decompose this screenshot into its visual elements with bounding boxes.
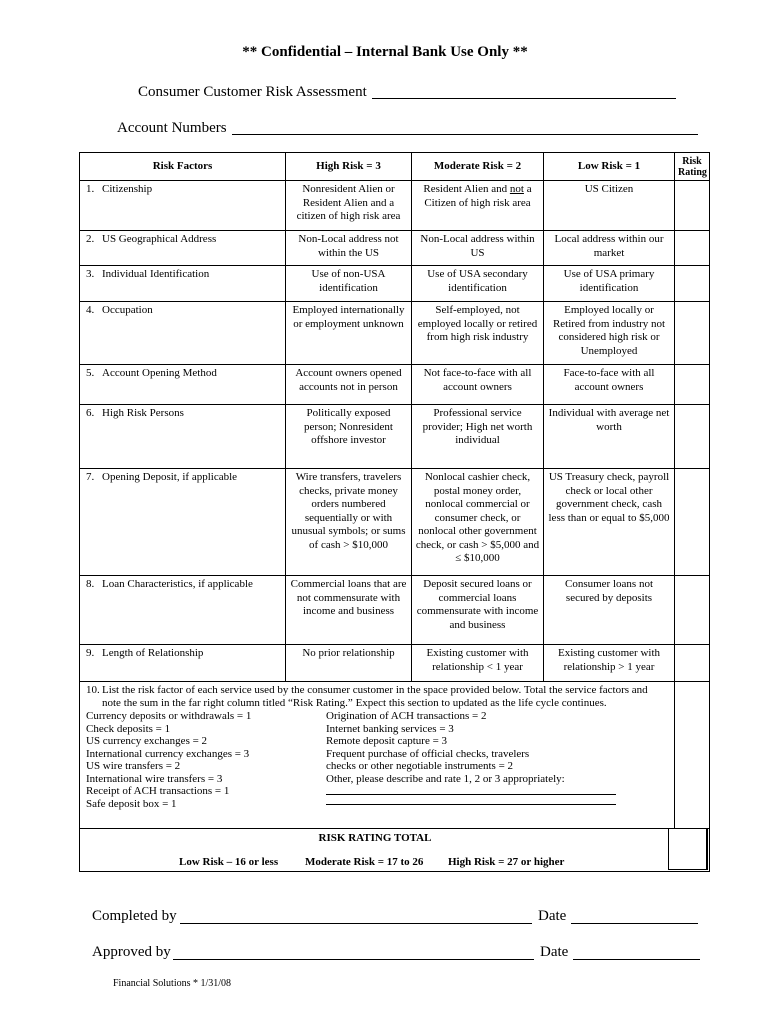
list-item: Currency deposits or withdrawals = 1 xyxy=(86,710,252,722)
completed-by-label: Completed by xyxy=(92,908,177,924)
high-risk-cell: Non-Local address not within the US xyxy=(286,231,412,266)
moderate-risk-cell: Use of USA secondary identification xyxy=(412,266,544,302)
services-number: 10. xyxy=(86,684,100,696)
risk-factor-cell: 2. US Geographical Address xyxy=(80,231,286,266)
services-list-right xyxy=(326,710,626,810)
table-row xyxy=(80,266,710,302)
risk-rating-input-cell[interactable] xyxy=(675,645,710,682)
risk-rating-input-cell[interactable] xyxy=(675,576,710,645)
table-row xyxy=(80,302,710,365)
risk-rating-input-cell[interactable] xyxy=(675,365,710,405)
low-risk-cell: US Citizen xyxy=(544,181,675,231)
moderate-risk-cell: Not face-to-face with all account owners xyxy=(412,365,544,405)
list-item: International currency exchanges = 3 xyxy=(86,747,250,760)
risk-rating-total-box[interactable] xyxy=(668,829,708,870)
moderate-risk-cell: Deposit secured loans or commercial loans commensurate with income and business xyxy=(412,576,544,645)
low-risk-cell: Consumer loans not secured by deposits xyxy=(544,576,675,645)
risk-rating-input-cell[interactable] xyxy=(675,469,710,576)
risk-factor-cell: 5. Account Opening Method xyxy=(80,365,286,405)
completed-by-field[interactable] xyxy=(180,923,532,924)
moderate-risk-cell: Existing customer with relationship < 1 year xyxy=(412,645,544,682)
risk-rating-input-cell[interactable] xyxy=(675,266,710,302)
footer-text: Financial Solutions * 1/31/08 xyxy=(113,978,232,989)
table-row xyxy=(80,469,710,576)
low-risk-cell: Local address within our market xyxy=(544,231,675,266)
total-cell xyxy=(80,829,710,872)
moderate-risk-cell: Nonlocal cashier check, postal money order, nonlocal commercial or consumer check, or nonlocal other government check, or cash > $5,000 and ≤ $10,000 xyxy=(412,469,544,576)
list-item: Internet banking services = 3 xyxy=(326,722,454,735)
high-risk-cell: Employed internationally or employment unknown xyxy=(286,302,412,365)
table-row xyxy=(80,365,710,405)
low-risk-cell: Individual with average net worth xyxy=(544,405,675,469)
table-row xyxy=(80,576,710,645)
low-risk-cell: US Treasury check, payroll check or local other government check, cash less than or equal to $5,000 xyxy=(544,469,675,576)
risk-factor-cell: 6. High Risk Persons xyxy=(80,405,286,469)
list-item: Frequent purchase of official checks, travelers xyxy=(326,747,530,760)
moderate-risk-cell: Self-employed, not employed locally or retired from high risk industry xyxy=(412,302,544,365)
confidential-heading: ** Confidential – Internal Bank Use Only ** xyxy=(242,44,528,60)
account-numbers-field[interactable] xyxy=(232,134,698,135)
completed-date-label: Date xyxy=(538,908,567,924)
assessment-label: Consumer Customer Risk Assessment xyxy=(138,84,367,100)
header-low-risk: Low Risk = 1 xyxy=(544,153,675,181)
risk-rating-input-cell[interactable] xyxy=(675,682,710,829)
services-list-left xyxy=(86,710,326,810)
list-item: Receipt of ACH transactions = 1 xyxy=(86,785,230,797)
header-moderate-risk: Moderate Risk = 2 xyxy=(412,153,544,181)
list-item: checks or other negotiable instruments = 2 xyxy=(326,760,514,772)
services-row xyxy=(80,682,710,829)
header-high-risk: High Risk = 3 xyxy=(286,153,412,181)
high-risk-cell: Politically exposed person; Nonresident offshore investor xyxy=(286,405,412,469)
table-row xyxy=(80,405,710,469)
table-row xyxy=(80,231,710,266)
list-item: Check deposits = 1 xyxy=(86,722,171,735)
risk-factor-cell: 8. Loan Characteristics, if applicable xyxy=(80,576,286,645)
moderate-risk-threshold: Moderate Risk = 17 to 26 xyxy=(305,856,424,868)
list-item: US currency exchanges = 2 xyxy=(86,735,208,747)
low-risk-threshold: Low Risk – 16 or less xyxy=(179,856,279,868)
approved-date-field[interactable] xyxy=(573,959,700,960)
account-numbers-label: Account Numbers xyxy=(117,120,227,136)
risk-factor-cell: 4. Occupation xyxy=(80,302,286,365)
table-header-row xyxy=(80,153,710,181)
low-risk-cell: Use of USA primary identification xyxy=(544,266,675,302)
high-risk-cell: No prior relationship xyxy=(286,645,412,682)
low-risk-cell: Face-to-face with all account owners xyxy=(544,365,675,405)
list-item: Safe deposit box = 1 xyxy=(86,797,177,810)
other-service-field-2[interactable] xyxy=(326,795,616,805)
high-risk-cell: Account owners opened accounts not in person xyxy=(286,365,412,405)
risk-rating-input-cell[interactable] xyxy=(675,181,710,231)
moderate-risk-cell: Professional service provider; High net worth individual xyxy=(412,405,544,469)
list-item: Remote deposit capture = 3 xyxy=(326,735,448,747)
approved-by-field[interactable] xyxy=(173,959,534,960)
risk-rating-input-cell[interactable] xyxy=(675,405,710,469)
approved-date-label: Date xyxy=(540,944,569,960)
risk-factor-cell: 9. Length of Relationship xyxy=(80,645,286,682)
low-risk-cell: Existing customer with relationship > 1 year xyxy=(544,645,675,682)
risk-factor-cell: 7. Opening Deposit, if applicable xyxy=(80,469,286,576)
high-risk-cell: Use of non-USA identification xyxy=(286,266,412,302)
risk-rating-total-label: RISK RATING TOTAL xyxy=(318,832,432,844)
risk-rating-input-cell[interactable] xyxy=(675,231,710,266)
approved-by-label: Approved by xyxy=(92,944,171,960)
header-risk-factors: Risk Factors xyxy=(80,153,286,181)
high-risk-cell: Nonresident Alien or Resident Alien and a citizen of high risk area xyxy=(286,181,412,231)
services-cell xyxy=(80,682,675,829)
risk-factor-cell: 3. Individual Identification xyxy=(80,266,286,302)
completed-date-field[interactable] xyxy=(571,923,698,924)
low-risk-cell: Employed locally or Retired from industry not considered high risk or Unemployed xyxy=(544,302,675,365)
services-instructions: List the risk factor of each service used by the consumer customer in the space provided below. Total the service factors and note the sum in the far right column titled “Risk Rating.” Expect this section to updated as the life cycle continues. xyxy=(102,684,648,709)
table-row xyxy=(80,181,710,231)
moderate-risk-cell: Resident Alien and not a Citizen of high risk area xyxy=(412,181,544,231)
moderate-risk-cell: Non-Local address within US xyxy=(412,231,544,266)
risk-rating-input-cell[interactable] xyxy=(675,302,710,365)
header-risk-rating: Risk Rating xyxy=(675,153,710,181)
risk-factor-cell: 1. Citizenship xyxy=(80,181,286,231)
list-item: Origination of ACH transactions = 2 xyxy=(326,710,487,722)
table-row xyxy=(80,645,710,682)
list-item: Other, please describe and rate 1, 2 or 3 appropriately: xyxy=(326,772,565,785)
high-risk-threshold: High Risk = 27 or higher xyxy=(448,856,565,868)
total-row xyxy=(80,829,710,872)
other-service-field-1[interactable] xyxy=(326,785,616,795)
list-item: International wire transfers = 3 xyxy=(86,772,223,785)
high-risk-cell: Wire transfers, travelers checks, private money orders numbered sequentially or with unusual symbols; or sums of cash > $10,000 xyxy=(286,469,412,576)
risk-factors-table xyxy=(79,152,710,872)
list-item: US wire transfers = 2 xyxy=(86,760,181,772)
assessment-name-field[interactable] xyxy=(372,98,676,99)
high-risk-cell: Commercial loans that are not commensurate with income and business xyxy=(286,576,412,645)
